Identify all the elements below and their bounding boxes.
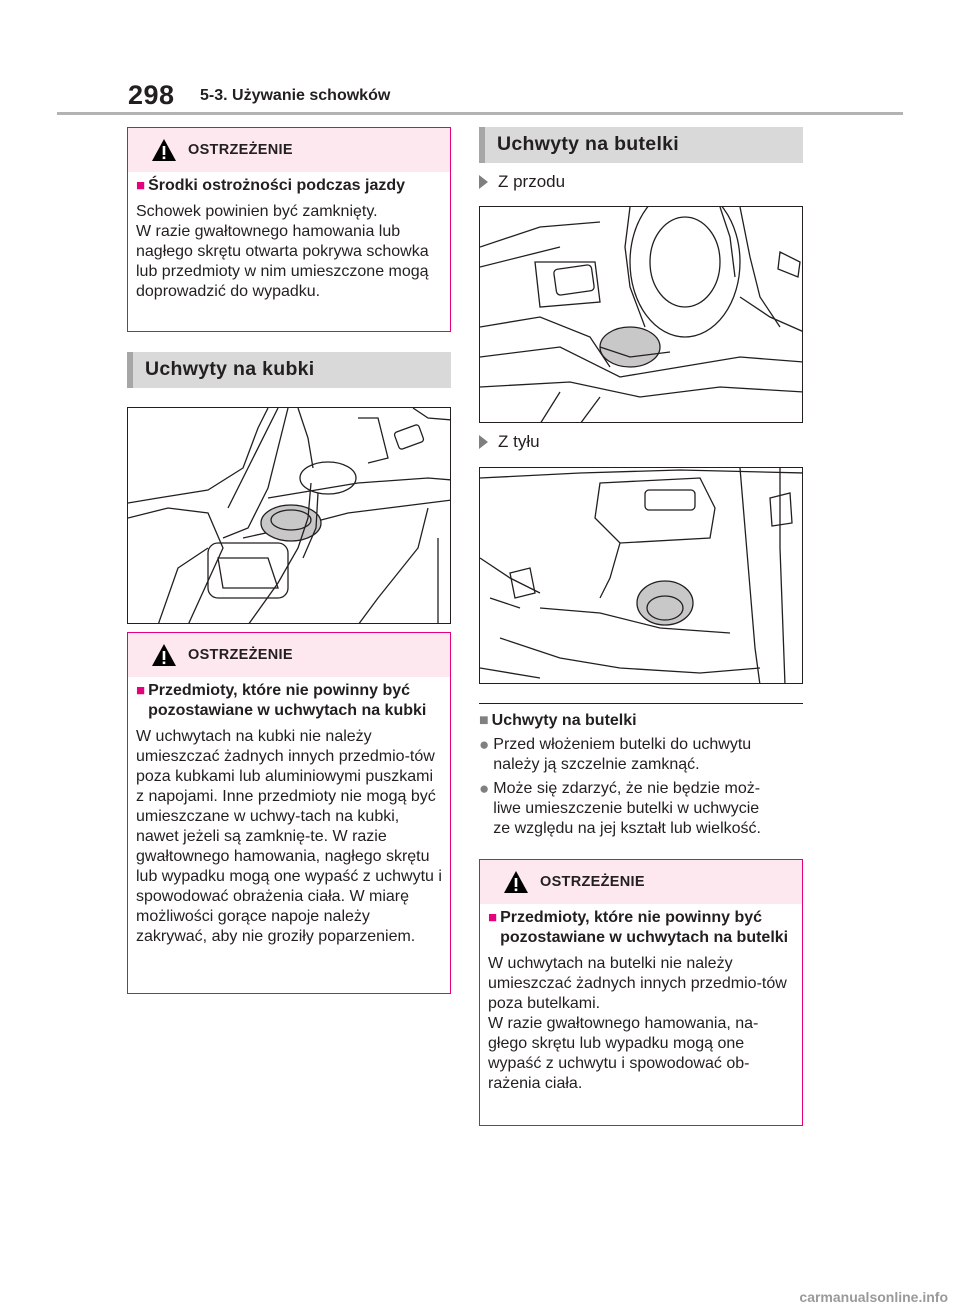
arrow-right-icon bbox=[479, 175, 488, 189]
warning-header bbox=[128, 128, 450, 172]
rear-label: Z tyłu bbox=[479, 432, 540, 452]
square-bullet-icon: ■ bbox=[488, 909, 498, 926]
warning-subtitle: ■ Przedmioty, które nie powinny być pozostawiane w uchwytach na kubki bbox=[136, 682, 427, 719]
warning-header bbox=[128, 633, 450, 677]
warning-text: W uchwytach na butelki nie należy umieszczać żadnych innych przedmio-tów poza butelkami. W razie gwałtownego hamowania, na-głego skrętu lub wypadku mogą one wypaść z uchwytu i spowodować ob-rażenia ciała. bbox=[488, 955, 787, 1092]
page-number: 298 bbox=[128, 80, 175, 110]
watermark: carmanualsonline.info bbox=[799, 1289, 948, 1305]
section-heading-bottle-holders: Uchwyty na butelki bbox=[479, 127, 803, 163]
section-title: 5-3. Używanie schowków bbox=[200, 87, 391, 104]
list-item: ● Może się zdarzyć, że nie będzie moż- liwe umieszczenie butelki w uchwycie ze względu na jej kształt lub wielkość. bbox=[479, 779, 761, 837]
header-divider bbox=[57, 112, 903, 115]
warning-box-glovebox bbox=[127, 127, 451, 332]
warning-title: OSTRZEŻENIE bbox=[188, 142, 293, 158]
bullet-icon: ● bbox=[479, 779, 490, 798]
front-bottle-holder-illustration bbox=[479, 206, 803, 423]
warning-subtitle: ■ Środki ostrożności podczas jazdy bbox=[136, 177, 406, 194]
bullet-icon: ● bbox=[479, 735, 490, 754]
bottle-holder-note bbox=[479, 711, 803, 843]
warning-box-bottle-holders bbox=[479, 859, 803, 1126]
warning-text: W uchwytach na kubki nie należy umieszczać żadnych innych przedmio-tów poza kubkami lub aluminiowymi puszkami z napojami. Inne przedmioty nie mogą być umieszczane w uchwy-tach na kubki, nawet jeżeli są zamknię-te. W razie gwałtownego hamowania, nagłego skrętu lub wypadku mogą one wypaść z uchwytu i spowodować obrażenia ciała. W miarę możliwości gorące napoje należy zakrywać, aby nie groziły poparzeniem. bbox=[136, 728, 442, 945]
front-label: Z przodu bbox=[479, 172, 565, 192]
list-item: ● Przed włożeniem butelki do uchwytu należy ją szczelnie zamknąć. bbox=[479, 735, 752, 773]
warning-triangle-icon bbox=[151, 643, 177, 667]
section-heading-cup-holders: Uchwyty na kubki bbox=[127, 352, 451, 388]
note-divider bbox=[479, 703, 803, 704]
warning-title: OSTRZEŻENIE bbox=[188, 647, 293, 663]
arrow-right-icon bbox=[479, 435, 488, 449]
square-bullet-icon: ■ bbox=[136, 177, 146, 194]
square-bullet-icon: ■ bbox=[479, 712, 489, 729]
warning-triangle-icon bbox=[503, 870, 529, 894]
warning-header bbox=[480, 860, 802, 904]
warning-title: OSTRZEŻENIE bbox=[540, 874, 645, 890]
warning-subtitle: ■ Przedmioty, które nie powinny być pozostawiane w uchwytach na butelki bbox=[488, 909, 789, 946]
warning-box-cup-holders bbox=[127, 632, 451, 994]
warning-text: Schowek powinien być zamknięty. W razie gwałtownego hamowania lub nagłego skrętu otwarta pokrywa schowka lub przedmioty w nim umieszczone mogą doprowadzić do wypadku. bbox=[136, 203, 429, 300]
square-bullet-icon: ■ bbox=[136, 682, 146, 699]
warning-triangle-icon bbox=[151, 138, 177, 162]
rear-bottle-holder-illustration bbox=[479, 467, 803, 684]
cup-holder-illustration bbox=[127, 407, 451, 624]
note-heading: ■ Uchwyty na butelki bbox=[479, 712, 637, 729]
